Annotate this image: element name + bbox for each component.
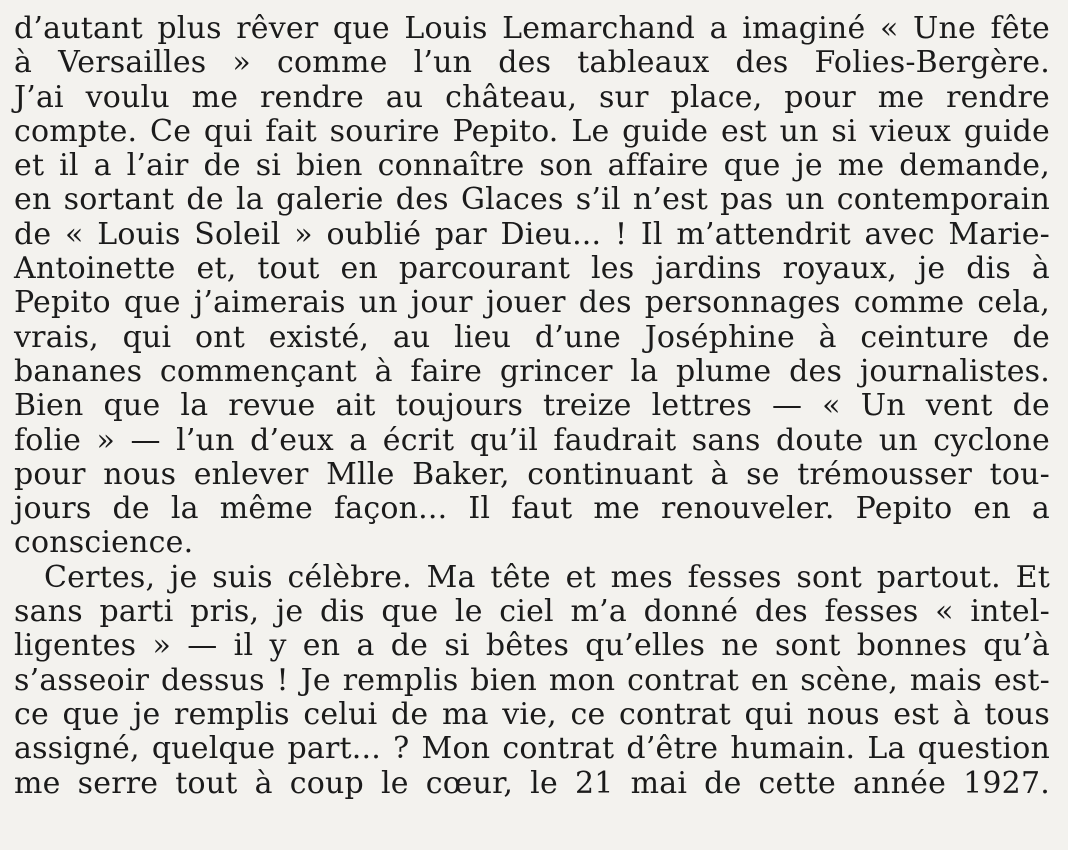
- text-line: en sortant de la galerie des Glaces s’il n’est pas un contemporain: [14, 182, 1050, 218]
- text-line: assigné, quelque part... ? Mon contrat d’être humain. La question: [14, 731, 1050, 767]
- text-line: Certes, je suis célèbre. Ma tête et mes fesses sont partout. Et: [44, 559, 1050, 595]
- text-line: compte. Ce qui fait sourire Pepito. Le guide est un si vieux guide: [14, 113, 1050, 149]
- text-line: bananes commençant à faire grincer la plume des journalistes.: [14, 353, 1050, 389]
- text-line: pour nous enlever Mlle Baker, continuant à se trémousser tou-: [14, 456, 1050, 492]
- text-line: et il a l’air de si bien connaître son affaire que je me demande,: [14, 148, 1050, 184]
- text-line: Pepito que j’aimerais un jour jouer des personnages comme cela,: [14, 285, 1050, 321]
- text-line: jours de la même façon... Il faut me renouveler. Pepito en a: [14, 491, 1050, 527]
- text-line: folie » — l’un d’eux a écrit qu’il faudrait sans doute un cyclone: [14, 422, 1050, 458]
- text-line: Bien que la revue ait toujours treize lettres — « Un vent de: [14, 388, 1050, 424]
- text-line: me serre tout à coup le cœur, le 21 mai de cette année 1927.: [14, 765, 1050, 801]
- text-line: sans parti pris, je dis que le ciel m’a donné des fesses « intel-: [14, 594, 1050, 630]
- text-line: J’ai voulu me rendre au château, sur place, pour me rendre: [14, 79, 1050, 115]
- text-line: à Versailles » comme l’un des tableaux des Folies-Bergère.: [14, 45, 1050, 81]
- text-line: de « Louis Soleil » oublié par Dieu... ! Il m’attendrit avec Marie-: [14, 216, 1050, 252]
- text-line: s’asseoir dessus ! Je remplis bien mon contrat en scène, mais est-: [14, 662, 1050, 698]
- page-text: [14, 12, 1050, 801]
- text-line: Antoinette et, tout en parcourant les jardins royaux, je dis à: [14, 251, 1050, 287]
- text-line: d’autant plus rêver que Louis Lemarchand a imaginé « Une fête: [14, 11, 1050, 46]
- text-line: ce que je remplis celui de ma vie, ce contrat qui nous est à tous: [14, 696, 1050, 732]
- text-line: ligentes » — il y en a de si bêtes qu’elles ne sont bonnes qu’à: [14, 628, 1050, 664]
- text-line: vrais, qui ont existé, au lieu d’une Joséphine à ceinture de: [14, 319, 1050, 355]
- text-line: conscience.: [14, 525, 194, 561]
